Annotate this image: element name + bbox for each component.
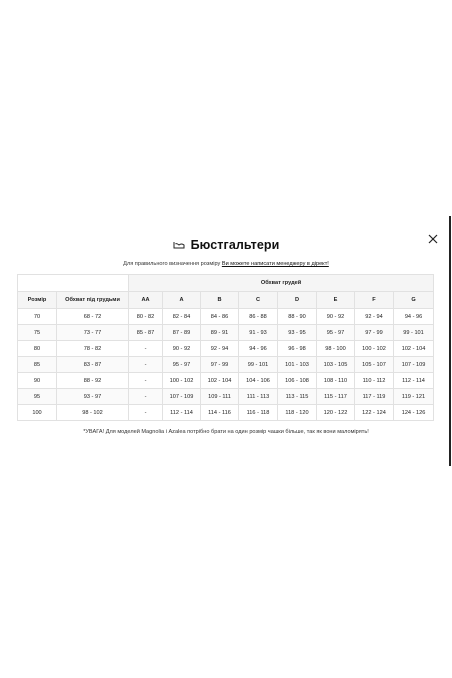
table-row — [18, 341, 434, 357]
size-cell: 85 — [18, 357, 57, 373]
cup-header: A — [163, 292, 201, 309]
size-cell: 100 — [18, 405, 57, 421]
size-cell: 80 — [18, 341, 57, 357]
header-blank — [18, 275, 129, 292]
bust-cell: 112 - 114 — [394, 373, 434, 389]
bust-cell: 104 - 106 — [239, 373, 278, 389]
bust-cell: 107 - 109 — [394, 357, 434, 373]
underbust-cell: 88 - 92 — [57, 373, 129, 389]
bust-cell: 109 - 111 — [201, 389, 239, 405]
bust-cell: 91 - 93 — [239, 325, 278, 341]
bust-cell: 115 - 117 — [317, 389, 355, 405]
bust-cell: 90 - 92 — [163, 341, 201, 357]
table-row — [18, 373, 434, 389]
underbust-cell: 68 - 72 — [57, 309, 129, 325]
size-cell: 95 — [18, 389, 57, 405]
table-row — [18, 309, 434, 325]
bust-cell: 93 - 95 — [278, 325, 317, 341]
cup-header: B — [201, 292, 239, 309]
bust-cell: 112 - 114 — [163, 405, 201, 421]
warning-note: *УВАГА! Для моделей Magnolia і Azalea потрібно брати на один розмір чашки більше, так як вони маломірять! — [83, 429, 369, 435]
bust-cell: 84 - 86 — [201, 309, 239, 325]
underbust-cell: 73 - 77 — [57, 325, 129, 341]
table-row — [18, 405, 434, 421]
modal-header — [0, 238, 452, 252]
cup-header: F — [355, 292, 394, 309]
table-row — [18, 389, 434, 405]
bust-cell: 103 - 105 — [317, 357, 355, 373]
bust-cell: 106 - 108 — [278, 373, 317, 389]
bust-cell: 111 - 113 — [239, 389, 278, 405]
col-underbust-header: Обхват під грудьми — [57, 292, 129, 309]
size-cell: 90 — [18, 373, 57, 389]
bra-icon — [173, 240, 185, 250]
modal-subtitle — [0, 261, 452, 267]
size-cell: 75 — [18, 325, 57, 341]
bust-cell: 99 - 101 — [394, 325, 434, 341]
bust-cell: 87 - 89 — [163, 325, 201, 341]
bust-cell: 120 - 122 — [317, 405, 355, 421]
bust-cell: 88 - 90 — [278, 309, 317, 325]
bust-cell: - — [129, 357, 163, 373]
bust-cell: 107 - 109 — [163, 389, 201, 405]
bust-cell: 110 - 112 — [355, 373, 394, 389]
bust-cell: 82 - 84 — [163, 309, 201, 325]
bust-cell: 116 - 118 — [239, 405, 278, 421]
bust-cell: 114 - 116 — [201, 405, 239, 421]
cup-header: D — [278, 292, 317, 309]
bust-cell: 96 - 98 — [278, 341, 317, 357]
bust-cell: 92 - 94 — [355, 309, 394, 325]
bust-cell: 94 - 96 — [239, 341, 278, 357]
cup-header: AA — [129, 292, 163, 309]
group-header: Обхват грудей — [129, 275, 434, 292]
cup-header: E — [317, 292, 355, 309]
bust-cell: 97 - 99 — [355, 325, 394, 341]
bust-cell: 102 - 104 — [201, 373, 239, 389]
header-row-group — [18, 275, 434, 292]
bust-cell: 102 - 104 — [394, 341, 434, 357]
bust-cell: - — [129, 373, 163, 389]
bust-cell: 85 - 87 — [129, 325, 163, 341]
size-cell: 70 — [18, 309, 57, 325]
bust-cell: 90 - 92 — [317, 309, 355, 325]
bust-cell: 108 - 110 — [317, 373, 355, 389]
subtitle-text: Для правильного визначення розміру — [123, 261, 222, 267]
bust-cell: 98 - 100 — [317, 341, 355, 357]
underbust-cell: 93 - 97 — [57, 389, 129, 405]
bust-cell: 105 - 107 — [355, 357, 394, 373]
bust-cell: 122 - 124 — [355, 405, 394, 421]
bust-cell: 124 - 126 — [394, 405, 434, 421]
underbust-cell: 98 - 102 — [57, 405, 129, 421]
bust-cell: 94 - 96 — [394, 309, 434, 325]
bust-cell: - — [129, 405, 163, 421]
manager-direct-link[interactable]: Ви можете написати менеджеру в дірект! — [221, 261, 329, 267]
cup-header: C — [239, 292, 278, 309]
underbust-cell: 78 - 82 — [57, 341, 129, 357]
bust-cell: 95 - 97 — [317, 325, 355, 341]
table-row — [18, 325, 434, 341]
bust-cell: 100 - 102 — [163, 373, 201, 389]
bust-cell: 99 - 101 — [239, 357, 278, 373]
bust-cell: 100 - 102 — [355, 341, 394, 357]
bust-cell: 80 - 82 — [129, 309, 163, 325]
bust-cell: 97 - 99 — [201, 357, 239, 373]
modal-title: Бюстгальтери — [190, 238, 280, 252]
bust-cell: 117 - 119 — [355, 389, 394, 405]
bust-cell: 86 - 88 — [239, 309, 278, 325]
cup-header: G — [394, 292, 434, 309]
bust-cell: 101 - 103 — [278, 357, 317, 373]
bust-cell: - — [129, 389, 163, 405]
underbust-cell: 83 - 87 — [57, 357, 129, 373]
bust-cell: 118 - 120 — [278, 405, 317, 421]
size-chart-table — [17, 274, 434, 421]
bust-cell: 119 - 121 — [394, 389, 434, 405]
bust-cell: 113 - 115 — [278, 389, 317, 405]
header-row-cups — [18, 292, 434, 309]
table-row — [18, 357, 434, 373]
col-size-header: Розмір — [18, 292, 57, 309]
table-body — [18, 309, 434, 421]
bust-cell: 89 - 91 — [201, 325, 239, 341]
bust-cell: 95 - 97 — [163, 357, 201, 373]
bust-cell: 92 - 94 — [201, 341, 239, 357]
bust-cell: - — [129, 341, 163, 357]
